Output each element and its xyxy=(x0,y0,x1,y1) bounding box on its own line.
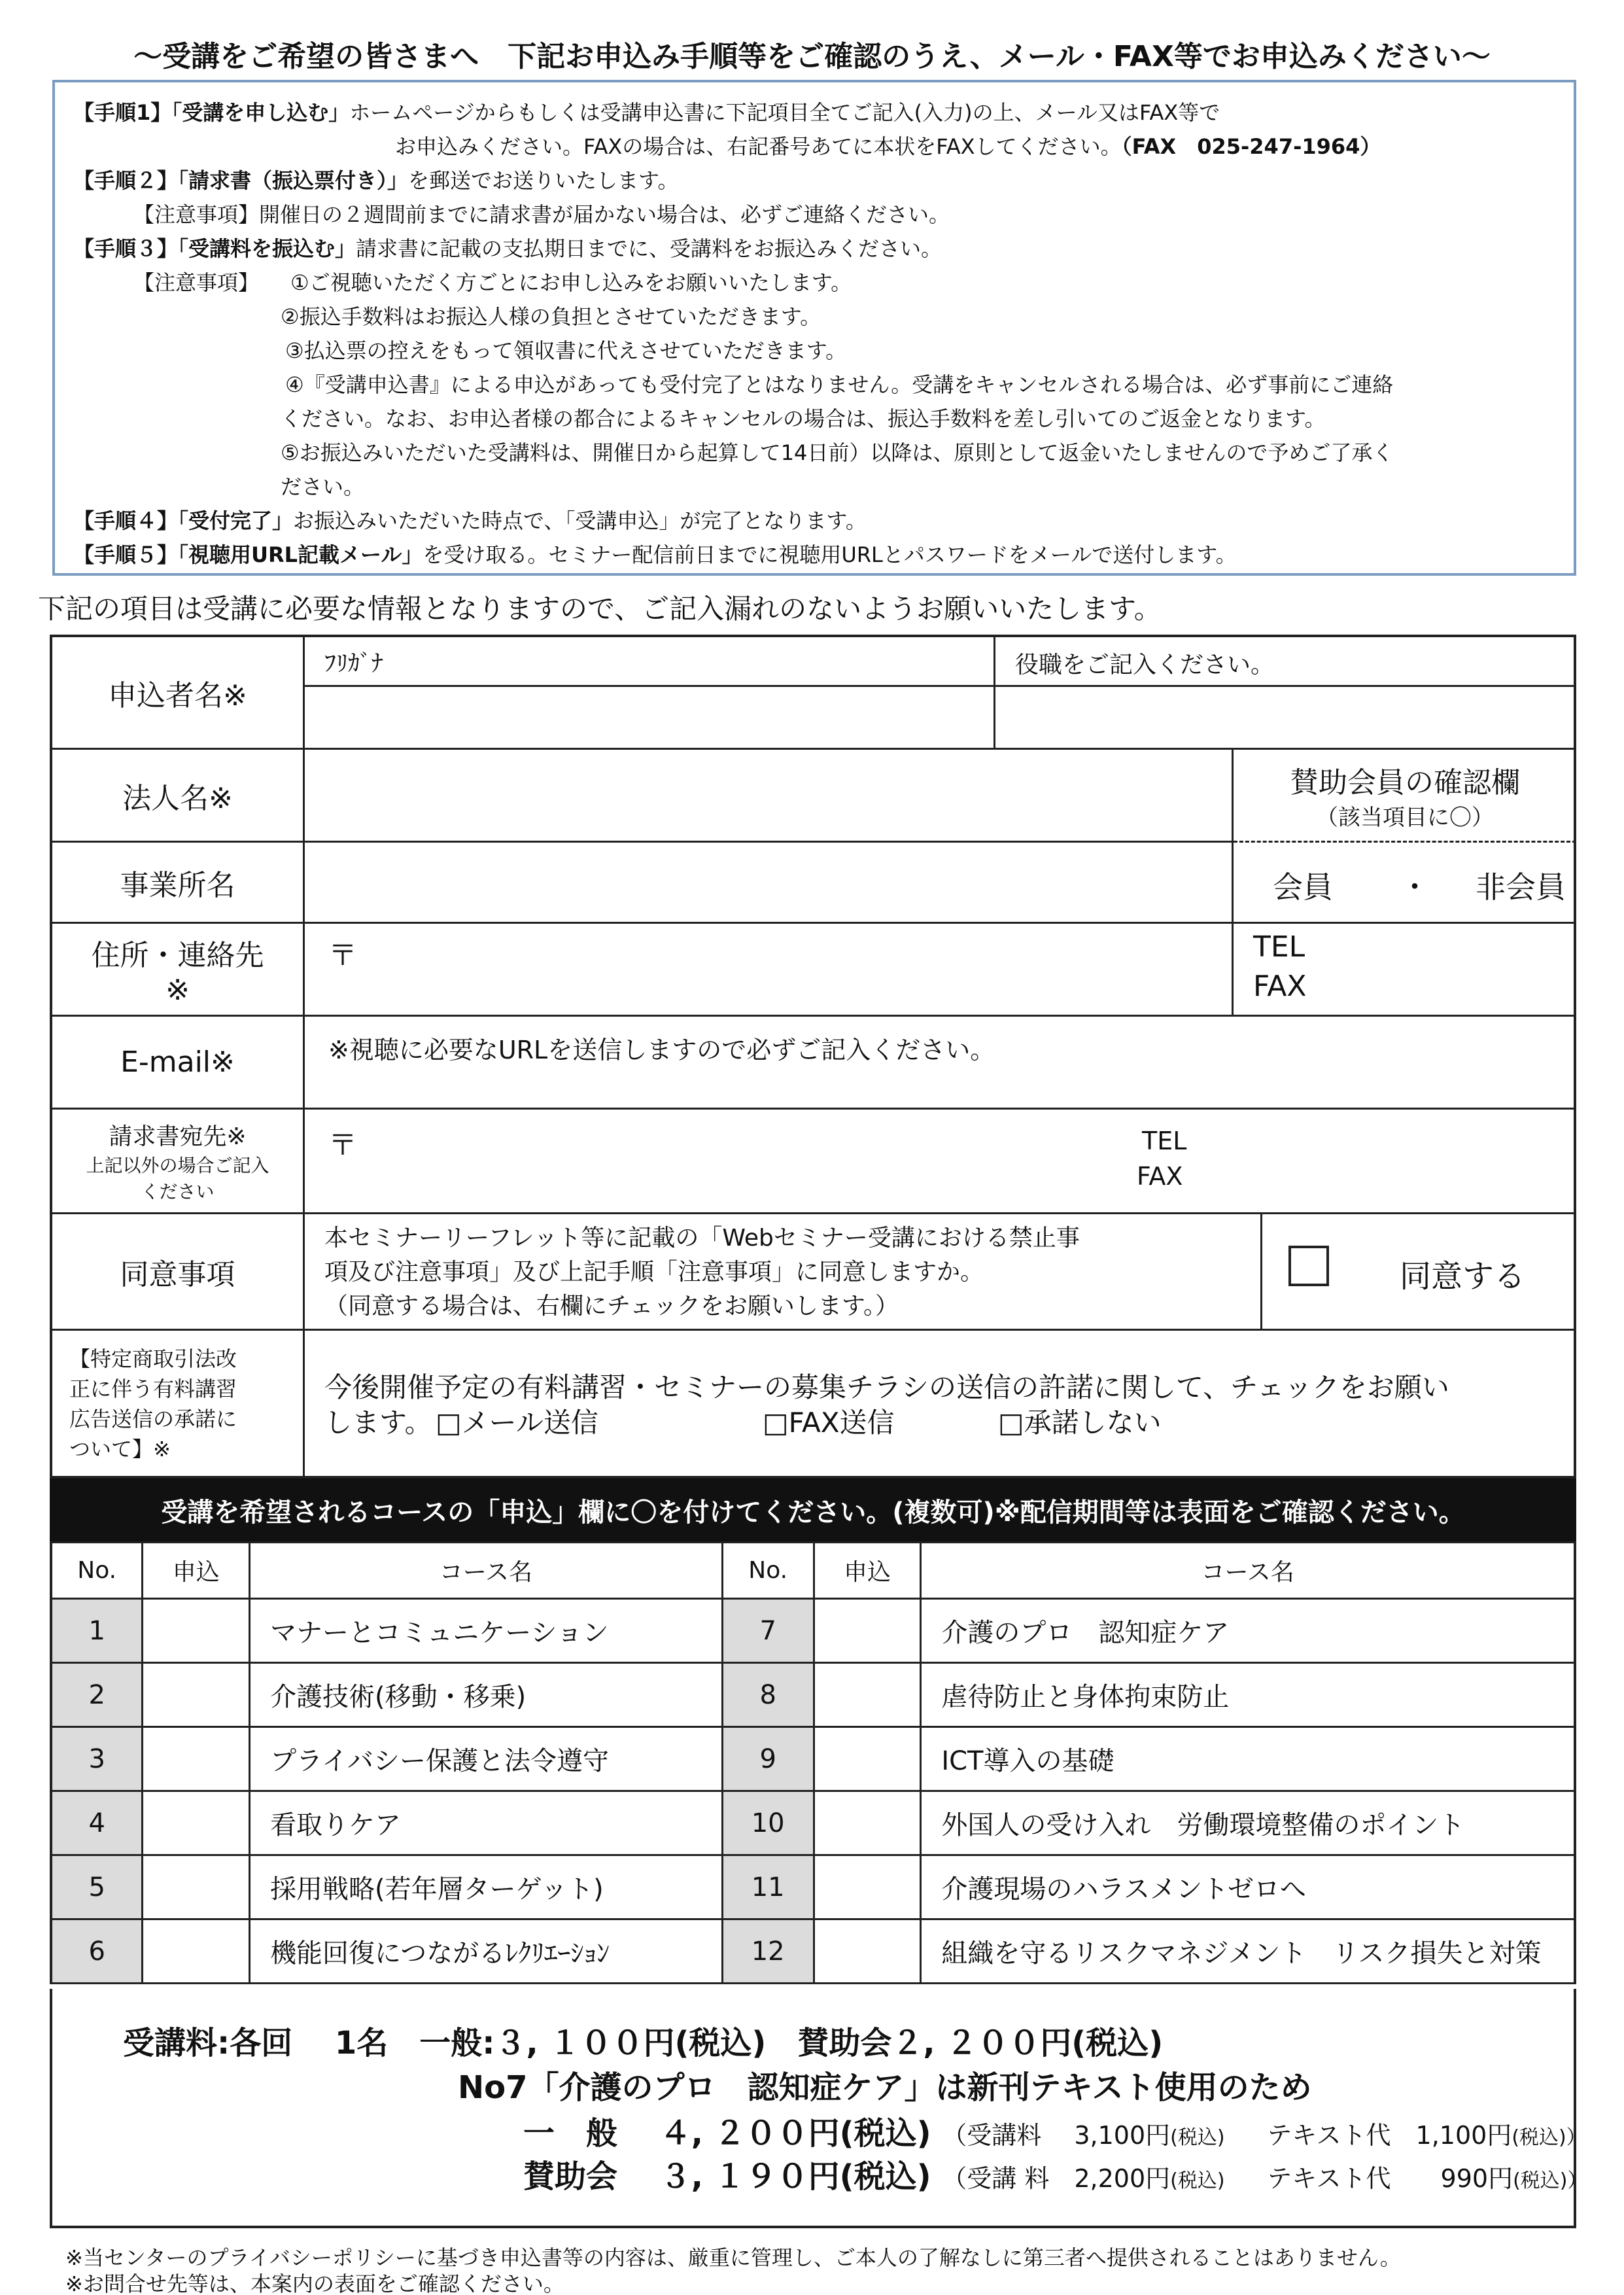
fee-general-tax-1: (税込) xyxy=(1170,2126,1225,2149)
step-2: 【手順２】「請求書（振込票付き）」を郵送でお送りいたします。 xyxy=(73,168,679,193)
agreement-check-cell[interactable] xyxy=(1262,1214,1576,1331)
law-label-4: ついて】※ xyxy=(69,1437,171,1462)
law-label xyxy=(52,1331,305,1479)
contact-field[interactable] xyxy=(1234,924,1576,1017)
table-row xyxy=(51,1727,1575,1791)
step-1: 【手順1】「受講を申し込む」ホームページからもしくは受講申込書に下記項目全てご記入(入力)の上、メール又はFAX等で xyxy=(73,100,1220,125)
course-apply-cell[interactable] xyxy=(814,1663,921,1727)
fee-member-price: ３, １９０円(税込) xyxy=(659,2158,931,2195)
step-4: 【手順４】「受付完了」お振込みいただいた時点で、「受講申込」が完了となります。 xyxy=(73,508,867,533)
course-apply-cell[interactable] xyxy=(143,1919,250,1984)
course-banner: 受講を希望されるコースの「申込」欄に〇を付けてください。(複数可)※配信期間等は表面をご確認ください。 xyxy=(50,1479,1576,1541)
course-table xyxy=(50,1541,1576,1984)
course-name: 介護現場のハラスメントゼロへ xyxy=(921,1855,1575,1919)
course-name: 組織を守るリスクマネジメント リスク損失と対策 xyxy=(921,1919,1575,1984)
fee-box xyxy=(50,1989,1587,2228)
law-text-1: 今後開催予定の有料講習・セミナーの募集チラシの送信の許諾に関して、チェックをお願い xyxy=(324,1371,1449,1403)
email-field[interactable] xyxy=(305,1017,1576,1110)
footer-contact: ※お問合せ先等は、本案内の表面をご確認ください。 xyxy=(65,2271,564,2295)
steps-box xyxy=(52,80,1576,576)
step-3-note-5b: ださい。 xyxy=(281,474,365,499)
fee-member-tax-2: (税込)） xyxy=(1513,2169,1587,2192)
table-row xyxy=(51,1663,1575,1727)
course-apply-cell[interactable] xyxy=(143,1727,250,1791)
course-no: 11 xyxy=(722,1855,814,1919)
table-row xyxy=(51,1791,1575,1855)
course-name: 看取りケア xyxy=(250,1791,723,1855)
company-field[interactable] xyxy=(305,750,1234,843)
member-separator: ・ xyxy=(1400,869,1430,905)
course-no: 2 xyxy=(51,1663,143,1727)
fee-member-tax-1: (税込) xyxy=(1170,2169,1225,2192)
step-5: 【手順５】「視聴用URL記載メール」を受け取る。セミナー配信前日までに視聴用URLとパスワードをメールで送付します。 xyxy=(73,542,1237,567)
fee-general-detail-2: テキスト代 1,100円 xyxy=(1267,2121,1512,2150)
law-text-2: します。 xyxy=(324,1407,432,1439)
course-name: 機能回復につながるﾚｸﾘｴｰｼｮﾝ xyxy=(250,1919,723,1984)
course-name: 介護技術(移動・移乗) xyxy=(250,1663,723,1727)
fee-member-detail-1: （受講 料 2,200円 xyxy=(942,2164,1171,2193)
tel-label: TEL xyxy=(1253,930,1305,964)
address-field[interactable] xyxy=(305,924,1234,1017)
col-apply: 申込 xyxy=(143,1543,250,1599)
course-no: 5 xyxy=(51,1855,143,1919)
step-1-cont: お申込みください。FAXの場合は、右記番号あてに本状をFAXしてください。（FAX 025-247-1964） xyxy=(395,134,1381,159)
required-notice: 下記の項目は受講に必要な情報となりますので、ご記入漏れのないようお願いいたします。 xyxy=(38,593,1162,625)
course-apply-cell[interactable] xyxy=(143,1599,250,1663)
course-name: ICT導入の基礎 xyxy=(921,1727,1575,1791)
invoice-field[interactable] xyxy=(305,1110,1576,1214)
applicant-label: 申込者名※ xyxy=(52,637,305,750)
course-no: 1 xyxy=(51,1599,143,1663)
email-hint: ※視聴に必要なURLを送信しますので必ずご記入ください。 xyxy=(328,1036,995,1064)
step-3: 【手順３】「受講料を振込む」請求書に記載の支払期日までに、受講料をお振込みください。 xyxy=(73,236,942,261)
table-row xyxy=(51,1855,1575,1919)
course-name: 採用戦略(若年層ターゲット) xyxy=(250,1855,723,1919)
address-label xyxy=(52,924,305,1017)
address-label-text: 住所・連絡先 xyxy=(91,939,264,972)
step-2-note: 【注意事項】開催日の２週間前までに請求書が届かない場合は、必ずご連絡ください。 xyxy=(133,202,950,227)
furigana-field[interactable] xyxy=(305,637,995,687)
step-3-note-2: ②振込手数料はお振込人様の負担とさせていただきます。 xyxy=(281,304,821,329)
agree-check-label: 同意する xyxy=(1400,1258,1526,1295)
fee-general-tax-2: (税込)） xyxy=(1512,2126,1586,2149)
course-no: 8 xyxy=(722,1663,814,1727)
invoice-label-text: 請求書宛先※ xyxy=(109,1123,247,1150)
fee-general xyxy=(523,2108,1586,2153)
fee-general-detail-1: （受講料 3,100円 xyxy=(942,2121,1171,2150)
step-3-note-4b: ください。なお、お申込者様の都合によるキャンセルの場合は、振込手数料を差し引いてのご返金となります。 xyxy=(281,406,1326,431)
office-label: 事業所名 xyxy=(52,843,305,924)
position-hint: 役職をご記入ください。 xyxy=(1015,652,1275,678)
course-no: 3 xyxy=(51,1727,143,1791)
invoice-sub-1: 上記以外の場合ご記入 xyxy=(86,1155,269,1176)
law-label-2: 正に伴う有料講習 xyxy=(69,1376,237,1401)
course-name: 外国人の受け入れ 労働環境整備のポイント xyxy=(921,1791,1575,1855)
opt-decline-checkbox[interactable]: □承諾しない xyxy=(998,1407,1162,1439)
law-label-3: 広告送信の承諾に xyxy=(69,1407,237,1431)
step-3-note-label: 【注意事項】 xyxy=(133,270,260,295)
member-check-header xyxy=(1234,750,1576,843)
agreement-text-cell xyxy=(305,1214,1262,1331)
page-title: ～受講をご希望の皆さまへ 下記お申込み手順等をご確認のうえ、メール・FAX等でお申込みください～ xyxy=(133,40,1491,73)
invoice-label xyxy=(52,1110,305,1214)
course-name: プライバシー保護と法令遵守 xyxy=(250,1727,723,1791)
course-no: 4 xyxy=(51,1791,143,1855)
fee-general-label: 一 般 xyxy=(523,2115,618,2152)
step-3-note-4a: ④『受講申込書』による申込があっても受付完了とはなりません。受講をキャンセルされる場合は、必ず事前にご連絡 xyxy=(285,372,1394,397)
course-apply-cell[interactable] xyxy=(814,1727,921,1791)
course-no: 7 xyxy=(722,1599,814,1663)
agreement-label: 同意事項 xyxy=(52,1214,305,1331)
invoice-tel-label: TEL xyxy=(1142,1127,1187,1155)
course-apply-cell[interactable] xyxy=(143,1791,250,1855)
law-label-1: 【特定商取引法改 xyxy=(69,1346,237,1371)
fax-label: FAX xyxy=(1253,970,1307,1003)
agreement-text-3: （同意する場合は、右欄にチェックをお願いします。） xyxy=(324,1293,899,1320)
course-apply-cell[interactable] xyxy=(143,1855,250,1919)
step-3-note-3: ③払込票の控えをもって領収書に代えさせていただきます。 xyxy=(285,338,847,363)
col-no: No. xyxy=(51,1543,143,1599)
course-no: 10 xyxy=(722,1791,814,1855)
footer-privacy: ※当センターのプライバシーポリシーに基づき申込書等の内容は、厳重に管理し、ご本人の了解なしに第三者へ提供されることはありません。 xyxy=(65,2245,1401,2270)
col-name-2: コース名 xyxy=(921,1543,1575,1599)
step-3-note-5a: ⑤お振込みいただいた受講料は、開催日から起算して14日前）以降は、原則として返金いたしませんので予めご了承く xyxy=(281,440,1394,465)
position-field[interactable] xyxy=(995,687,1576,750)
fee-member-detail-2: テキスト代 990円 xyxy=(1267,2164,1513,2193)
step-3-note-1: ①ご視聴いただく方ごとにお申し込みをお願いいたします。 xyxy=(290,270,852,295)
fee-general-price: ４, ２００円(税込) xyxy=(659,2115,931,2152)
invoice-postal-mark: 〒 xyxy=(328,1129,357,1162)
postal-mark: 〒 xyxy=(328,939,357,972)
address-label-mark: ※ xyxy=(165,973,190,1007)
member-status-cell[interactable] xyxy=(1234,843,1576,924)
table-row xyxy=(51,1599,1575,1663)
member-option[interactable]: 会員 xyxy=(1273,869,1333,905)
course-apply-cell[interactable] xyxy=(143,1663,250,1727)
position-hint-cell xyxy=(995,637,1576,687)
fee-member xyxy=(523,2151,1587,2196)
fee-line-2: No7「介護のプロ 認知症ケア」は新刊テキスト使用のため xyxy=(458,2069,1312,2106)
course-name: 虐待防止と身体拘束防止 xyxy=(921,1663,1575,1727)
course-apply-cell[interactable] xyxy=(814,1599,921,1663)
agree-checkbox[interactable] xyxy=(1288,1246,1329,1286)
furigana-label: ﾌﾘｶﾞﾅ xyxy=(324,650,383,677)
agreement-text-1: 本セミナーリーフレット等に記載の「Webセミナー受講における禁止事 xyxy=(324,1225,1080,1252)
opt-mail-checkbox[interactable]: □メール送信 xyxy=(436,1407,598,1439)
applicant-name-field[interactable] xyxy=(305,687,995,750)
course-name: 介護のプロ 認知症ケア xyxy=(921,1599,1575,1663)
law-consent-cell xyxy=(305,1331,1576,1479)
course-apply-cell[interactable] xyxy=(814,1919,921,1984)
fee-line-1: 受講料:各回 1名 一般:３, １００円(税込) 賛助会２, ２００円(税込) xyxy=(123,2025,1164,2061)
company-label: 法人名※ xyxy=(52,750,305,843)
opt-fax-checkbox[interactable]: □FAX送信 xyxy=(763,1407,895,1439)
course-no: 9 xyxy=(722,1727,814,1791)
member-check-sub: （該当項目に〇） xyxy=(1316,805,1494,831)
agreement-text-2: 項及び注意事項」及び上記手順「注意事項」に同意しますか。 xyxy=(324,1259,984,1286)
col-name: コース名 xyxy=(250,1543,723,1599)
course-apply-cell[interactable] xyxy=(814,1791,921,1855)
course-table-header xyxy=(51,1543,1575,1599)
application-form xyxy=(50,635,1576,1479)
fee-member-label: 賛助会 xyxy=(523,2158,618,2195)
member-check-title: 賛助会員の確認欄 xyxy=(1290,766,1520,799)
course-apply-cell[interactable] xyxy=(814,1855,921,1919)
course-no: 6 xyxy=(51,1919,143,1984)
invoice-sub-2: ください xyxy=(141,1181,215,1202)
col-apply-2: 申込 xyxy=(814,1543,921,1599)
office-field[interactable] xyxy=(305,843,1234,924)
table-row xyxy=(51,1919,1575,1984)
course-no: 12 xyxy=(722,1919,814,1984)
invoice-fax-label: FAX xyxy=(1137,1162,1183,1191)
course-name: マナーとコミュニケーション xyxy=(250,1599,723,1663)
non-member-option[interactable]: 非会員 xyxy=(1476,869,1566,905)
email-label: E-mail※ xyxy=(52,1017,305,1110)
col-no-2: No. xyxy=(722,1543,814,1599)
